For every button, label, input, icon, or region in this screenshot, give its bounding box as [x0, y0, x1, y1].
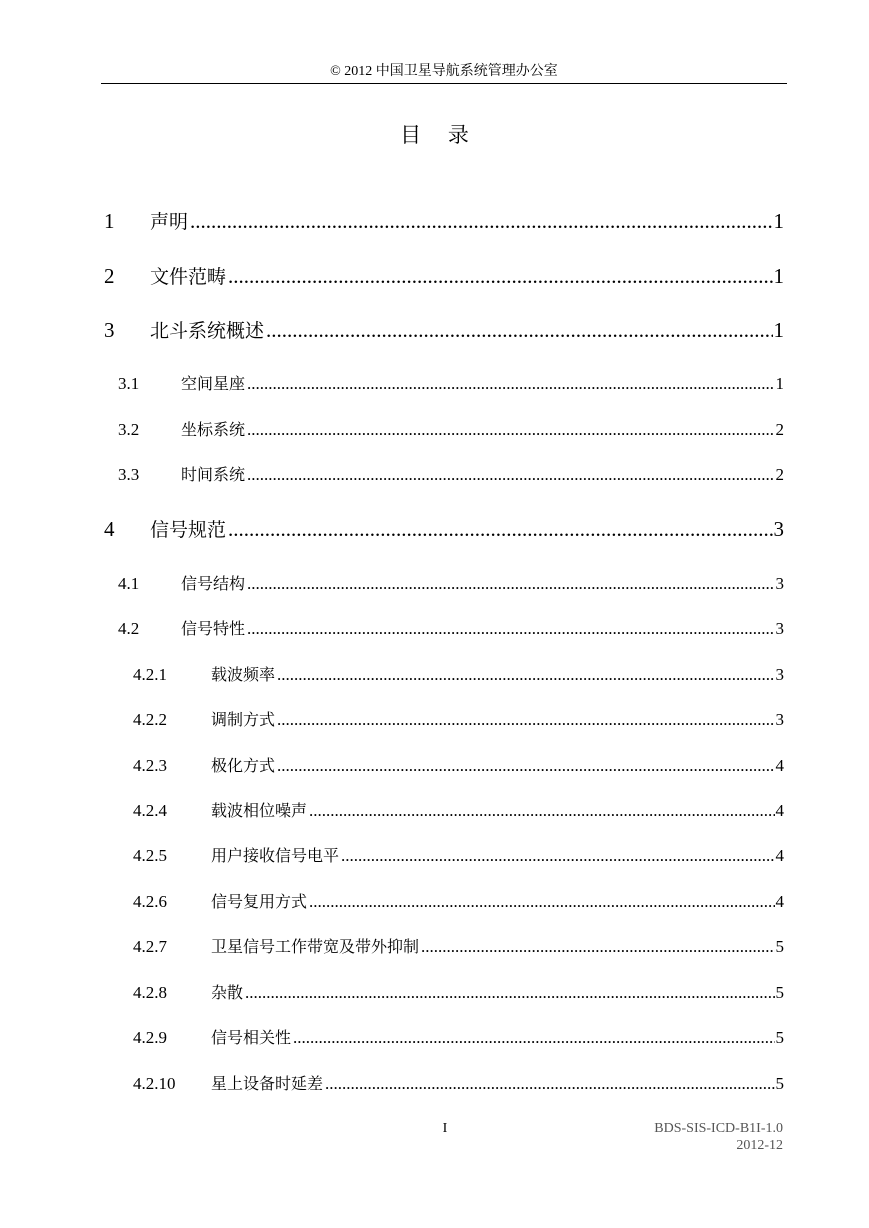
toc-entry-number: 4 [104, 517, 115, 541]
toc-entry[interactable] [104, 316, 784, 344]
toc-entry[interactable] [118, 615, 784, 643]
toc-entry[interactable] [133, 933, 784, 961]
toc-entry-number: 4.2.4 [133, 801, 167, 820]
toc-entry-title: 信号特性 [181, 619, 246, 638]
toc-entry[interactable] [133, 706, 784, 734]
toc-entry[interactable] [133, 888, 784, 916]
toc-entry-number: 4.2.9 [133, 1028, 167, 1047]
page-header: © 2012 中国卫星导航系统管理办公室 [330, 64, 558, 79]
toc-entry-page: 2 [775, 420, 784, 439]
toc-leader-dots [228, 262, 772, 290]
toc-leader-dots [247, 370, 774, 398]
toc-entry-number: 4.1 [118, 574, 140, 593]
toc-leader-dots [277, 661, 774, 689]
toc-entry[interactable] [118, 570, 784, 598]
toc-entry-page: 2 [775, 465, 784, 484]
toc-entry[interactable] [133, 797, 784, 825]
toc-entry-title: 调制方式 [211, 710, 276, 729]
toc-entry-page: 4 [775, 801, 784, 820]
toc-entry-page: 3 [773, 517, 784, 541]
toc-entry-page: 3 [775, 665, 784, 684]
toc-entry[interactable] [118, 370, 784, 398]
toc-entry[interactable] [104, 515, 784, 543]
toc-leader-dots [309, 797, 774, 825]
toc-entry[interactable] [133, 842, 784, 870]
toc-entry-page: 1 [773, 264, 784, 288]
toc-leader-dots [277, 752, 774, 780]
toc-entry[interactable] [133, 1070, 784, 1098]
toc-entry-page: 4 [775, 892, 784, 911]
toc-entry[interactable] [133, 1024, 784, 1052]
toc-entry-page: 1 [773, 318, 784, 342]
toc-entry-title: 载波频率 [211, 665, 276, 684]
toc-entry-number: 1 [104, 209, 115, 233]
toc-entry-page: 5 [775, 1074, 784, 1093]
toc-entry-page: 3 [775, 574, 784, 593]
toc-entry[interactable] [104, 262, 784, 290]
page-number: I [442, 1121, 448, 1136]
toc-entry-title: 文件范畴 [150, 266, 227, 288]
toc-entry-number: 4.2.10 [133, 1074, 176, 1093]
toc-leader-dots [325, 1070, 774, 1098]
toc-leader-dots [247, 570, 774, 598]
toc-entry-page: 4 [775, 756, 784, 775]
toc-title: 目 录 [400, 123, 469, 147]
toc-leader-dots [341, 842, 774, 870]
toc-entry-number: 3 [104, 318, 115, 342]
toc-entry-title: 载波相位噪声 [211, 801, 308, 820]
toc-entry-number: 3.2 [118, 420, 140, 439]
toc-entry-title: 用户接收信号电平 [211, 846, 340, 865]
toc-entry-title: 信号规范 [150, 519, 227, 541]
toc-entry-number: 4.2 [118, 619, 140, 638]
toc-leader-dots [247, 615, 774, 643]
toc-entry-title: 空间星座 [181, 374, 246, 393]
document-date: 2012-12 [736, 1138, 783, 1153]
document-id: BDS-SIS-ICD-B1I-1.0 [654, 1121, 783, 1136]
toc-entry-page: 4 [775, 846, 784, 865]
toc-leader-dots [190, 207, 772, 235]
toc-entry-number: 3.1 [118, 374, 140, 393]
toc-leader-dots [266, 316, 772, 344]
toc-entry-page: 5 [775, 983, 784, 1002]
toc-entry[interactable] [118, 461, 784, 489]
toc-entry-page: 1 [773, 209, 784, 233]
toc-entry-number: 4.2.7 [133, 937, 167, 956]
toc-entry-number: 4.2.2 [133, 710, 167, 729]
toc-leader-dots [247, 461, 774, 489]
toc-leader-dots [421, 933, 774, 961]
toc-entry-number: 4.2.3 [133, 756, 167, 775]
toc-entry-number: 2 [104, 264, 115, 288]
toc-entry-title: 极化方式 [211, 756, 276, 775]
toc-entry-title: 声明 [150, 211, 189, 233]
toc-entry-page: 1 [775, 374, 784, 393]
toc-entry-title: 星上设备时延差 [211, 1074, 324, 1093]
toc-entry-number: 4.2.8 [133, 983, 167, 1002]
toc-entry-page: 5 [775, 1028, 784, 1047]
toc-entry-title: 卫星信号工作带宽及带外抑制 [211, 937, 420, 956]
toc-entry-number: 4.2.6 [133, 892, 167, 911]
toc-entry-number: 4.2.5 [133, 846, 167, 865]
toc-entry-number: 4.2.1 [133, 665, 167, 684]
toc-leader-dots [309, 888, 774, 916]
toc-entry-page: 5 [775, 937, 784, 956]
toc-entry-title: 坐标系统 [181, 420, 246, 439]
toc-entry-title: 杂散 [211, 983, 244, 1002]
toc-entry-title: 信号结构 [181, 574, 246, 593]
toc-entry-number: 3.3 [118, 465, 140, 484]
toc-entry-page: 3 [775, 619, 784, 638]
toc-entry[interactable] [104, 207, 784, 235]
toc-leader-dots [228, 515, 772, 543]
toc-leader-dots [277, 706, 774, 734]
toc-leader-dots [245, 979, 774, 1007]
toc-entry[interactable] [133, 979, 784, 1007]
toc-entry[interactable] [118, 416, 784, 444]
toc-entry-title: 信号复用方式 [211, 892, 308, 911]
toc-entry[interactable] [133, 752, 784, 780]
toc-entry-title: 信号相关性 [211, 1028, 292, 1047]
toc-entry-title: 时间系统 [181, 465, 246, 484]
toc-leader-dots [293, 1024, 774, 1052]
toc-entry[interactable] [133, 661, 784, 689]
toc-leader-dots [247, 416, 774, 444]
toc-entry-title: 北斗系统概述 [150, 320, 265, 342]
toc-entry-page: 3 [775, 710, 784, 729]
